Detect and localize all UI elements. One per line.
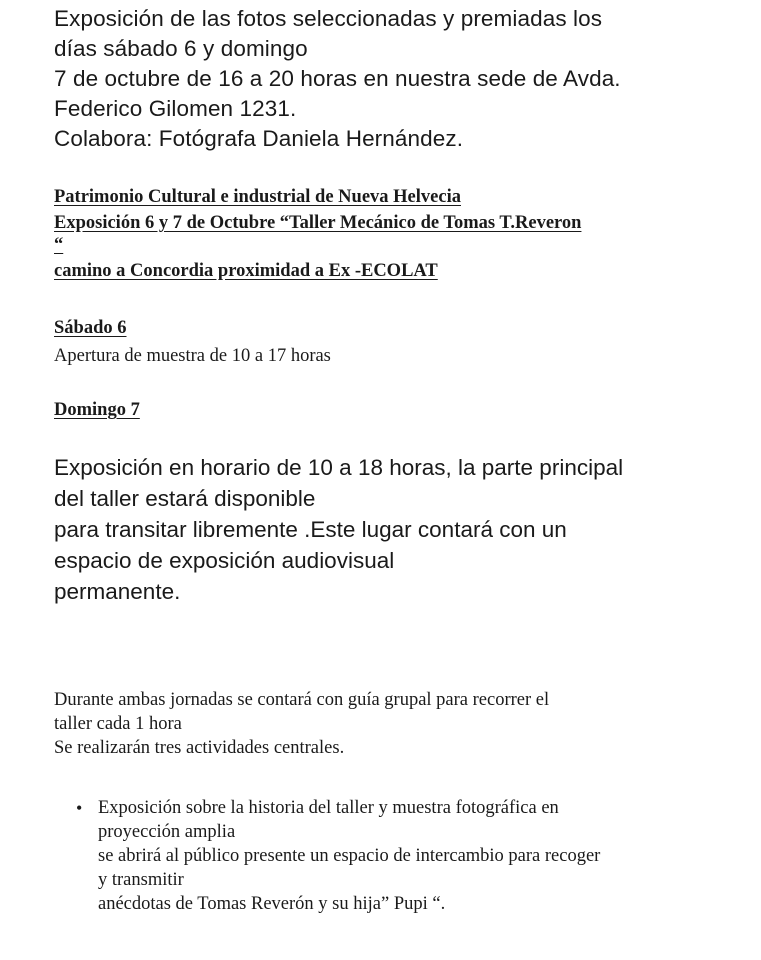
activity-line-5: anécdotas de Tomas Reverón y su hija” Pupi “. bbox=[98, 894, 446, 914]
domingo-line-1: Exposición en horario de 10 a 18 horas, la parte principal bbox=[54, 455, 624, 480]
intro-line-2: días sábado 6 y domingo bbox=[54, 36, 308, 61]
domingo-line-5: permanente. bbox=[54, 579, 181, 604]
intro-line-1: Exposición de las fotos seleccionadas y premiadas los bbox=[54, 6, 603, 31]
activity-line-1: Exposición sobre la historia del taller y muestra fotográfica en bbox=[98, 798, 559, 818]
sabado-title: Sábado 6 bbox=[54, 318, 127, 338]
domingo-title: Domingo 7 bbox=[54, 400, 140, 420]
jornadas-line-1: Durante ambas jornadas se contará con guía grupal para recorrer el bbox=[54, 690, 550, 710]
jornadas-line-2: taller cada 1 hora bbox=[54, 714, 182, 734]
heading-line-1: Patrimonio Cultural e industrial de Nueva Helvecia bbox=[54, 187, 461, 207]
heritage-heading bbox=[54, 184, 734, 284]
jornadas-line-3: Se realizarán tres actividades centrales. bbox=[54, 738, 345, 758]
heading-line-3: “ bbox=[54, 235, 64, 255]
domingo-line-2: del taller estará disponible bbox=[54, 486, 316, 511]
intro-paragraph bbox=[54, 4, 744, 154]
activities-list bbox=[74, 796, 754, 916]
sabado-text: Apertura de muestra de 10 a 17 horas bbox=[54, 346, 331, 366]
activity-line-2: proyección amplia bbox=[98, 822, 236, 842]
list-item bbox=[74, 796, 754, 916]
domingo-description bbox=[54, 452, 744, 607]
intro-line-4: Federico Gilomen 1231. bbox=[54, 96, 297, 121]
domingo-line-4: espacio de exposición audiovisual bbox=[54, 548, 395, 573]
heading-line-4: camino a Concordia proximidad a Ex -ECOLAT bbox=[54, 261, 438, 281]
bullet-icon: • bbox=[76, 798, 83, 818]
intro-line-5: Colabora: Fotógrafa Daniela Hernández. bbox=[54, 126, 464, 151]
jornadas-paragraph bbox=[54, 688, 744, 760]
activity-line-3: se abrirá al público presente un espacio de intercambio para recoger bbox=[98, 846, 601, 866]
intro-line-3: 7 de octubre de 16 a 20 horas en nuestra sede de Avda. bbox=[54, 66, 621, 91]
activity-line-4: y transmitir bbox=[98, 870, 184, 890]
heading-line-2: Exposición 6 y 7 de Octubre “Taller Mecánico de Tomas T.Reveron bbox=[54, 213, 582, 233]
domingo-line-3: para transitar libremente .Este lugar contará con un bbox=[54, 517, 567, 542]
